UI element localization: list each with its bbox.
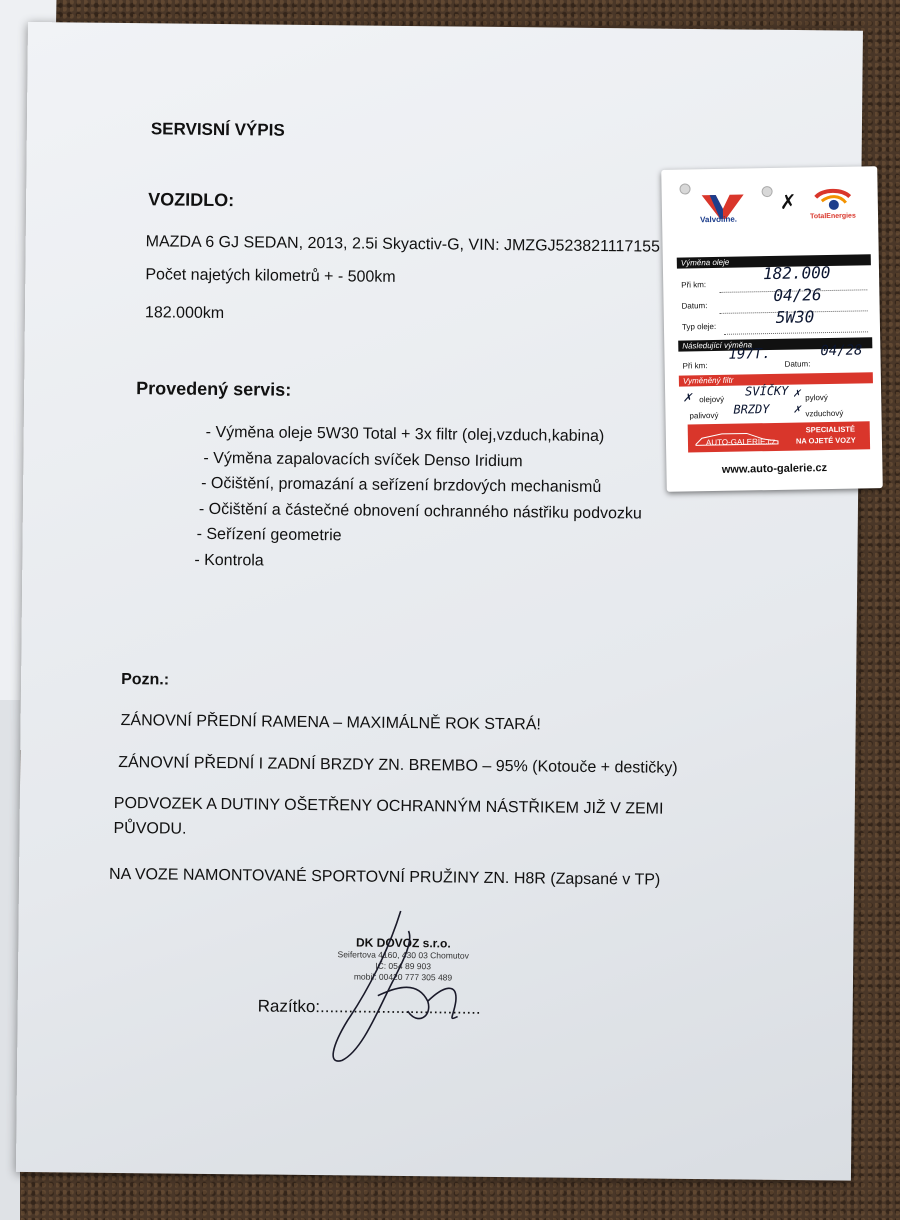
label-oil-type: Typ oleje: — [681, 321, 717, 332]
oil-change-tag — [661, 166, 883, 492]
check-mark: ✗ — [792, 385, 801, 400]
filter-pollen: pylový — [805, 393, 828, 403]
service-item: - Seřízení geometrie — [196, 525, 342, 545]
check-mark: ✗ — [683, 389, 692, 406]
mileage: 182.000km — [144, 304, 225, 323]
tag-hole — [762, 186, 773, 197]
stamp-address: Seifertova 4160, 430 03 Chomutov — [337, 949, 469, 961]
ad-slogan-1: SPECIALISTÉ — [805, 424, 856, 435]
dotted-line — [724, 330, 868, 335]
service-item: - Výměna oleje 5W30 Total + 3x filtr (olej,vzduch,kabina) — [205, 423, 605, 446]
stamp-mobile: mobil: 00420 777 305 489 — [353, 971, 453, 983]
tag-hole — [679, 183, 690, 194]
signature — [307, 900, 489, 1072]
notes-heading: Pozn.: — [121, 671, 170, 689]
mileage-note: Počet najetých kilometrů + - 500km — [145, 266, 396, 286]
note-line: PODVOZEK A DUTINY OŠETŘENY OCHRANNÝM NÁSTŘIKEM JIŽ V ZEMI — [113, 794, 664, 818]
handwritten-km: 182.000 — [762, 262, 831, 284]
handwritten-next-km: 197T. — [728, 346, 771, 363]
website-url: www.auto-galerie.cz — [721, 462, 828, 476]
service-item: - Očištění, promazání a seřízení brzdových mechanismů — [201, 474, 602, 497]
note-line: PŮVODU. — [113, 819, 187, 838]
note-line: ZÁNOVNÍ PŘEDNÍ RAMENA – MAXIMÁLNĚ ROK STARÁ! — [120, 712, 541, 734]
ad-name: AUTO-GALERIE.cz — [705, 436, 776, 448]
next-date-label: Datum: — [784, 359, 811, 369]
handwritten-date: 04/26 — [773, 285, 822, 305]
label-km: Při km: — [681, 280, 707, 290]
brand-left: Valvoline. — [700, 214, 738, 225]
handwritten-spark: SVÍČKY — [744, 383, 789, 399]
vehicle-heading: VOZIDLO: — [148, 189, 235, 211]
service-heading: Provedený servis: — [136, 378, 292, 400]
note-line: NA VOZE NAMONTOVANÉ SPORTOVNÍ PRUŽINY ZN. H8R (Zapsané v TP) — [108, 865, 661, 889]
filter-fuel: palivový — [689, 410, 719, 421]
ad-slogan-2: NA OJETÉ VOZY — [795, 435, 856, 446]
ad-banner — [688, 421, 870, 452]
filter-oil: olejový — [699, 394, 725, 405]
document-title: SERVISNÍ VÝPIS — [150, 119, 285, 140]
handwritten-next-date: 04/28 — [820, 342, 863, 360]
stamp-ic: IČ: 054 89 903 — [375, 960, 432, 972]
section-oil-bar: Výměna oleje — [677, 254, 871, 268]
service-item: - Kontrola — [194, 551, 264, 570]
stamp-company: DK DOVOZ s.r.o. — [355, 935, 451, 951]
label-date: Datum: — [681, 301, 708, 311]
handwritten-brake: BRZDY — [733, 402, 770, 417]
handwritten-oil-type: 5W30 — [775, 307, 815, 327]
note-line: ZÁNOVNÍ PŘEDNÍ I ZADNÍ BRZDY ZN. BREMBO – 95% (Kotouče + destičky) — [118, 753, 678, 777]
cross-mark: ✗ — [779, 191, 797, 214]
check-mark: ✗ — [793, 401, 801, 416]
stamp-label: Razítko:.................................. — [257, 996, 481, 1018]
section-filter-bar: Vyměněný filtr — [679, 372, 873, 386]
totalenergies-logo-icon — [812, 187, 854, 214]
service-item: - Výměna zapalovacích svíček Denso Iridium — [203, 449, 523, 471]
brand-right: TotalEnergies — [809, 212, 856, 221]
filter-air: vzduchový — [805, 408, 844, 419]
vehicle-details: MAZDA 6 GJ SEDAN, 2013, 2.5i Skyactiv-G, VIN: JMZGJ523821117155 — [145, 233, 661, 256]
section-next-bar: Následující výměna — [678, 337, 872, 351]
service-item: - Očištění a částečné obnovení ochranného nástřiku podvozku — [198, 500, 642, 523]
next-km-label: Při km: — [682, 361, 708, 371]
